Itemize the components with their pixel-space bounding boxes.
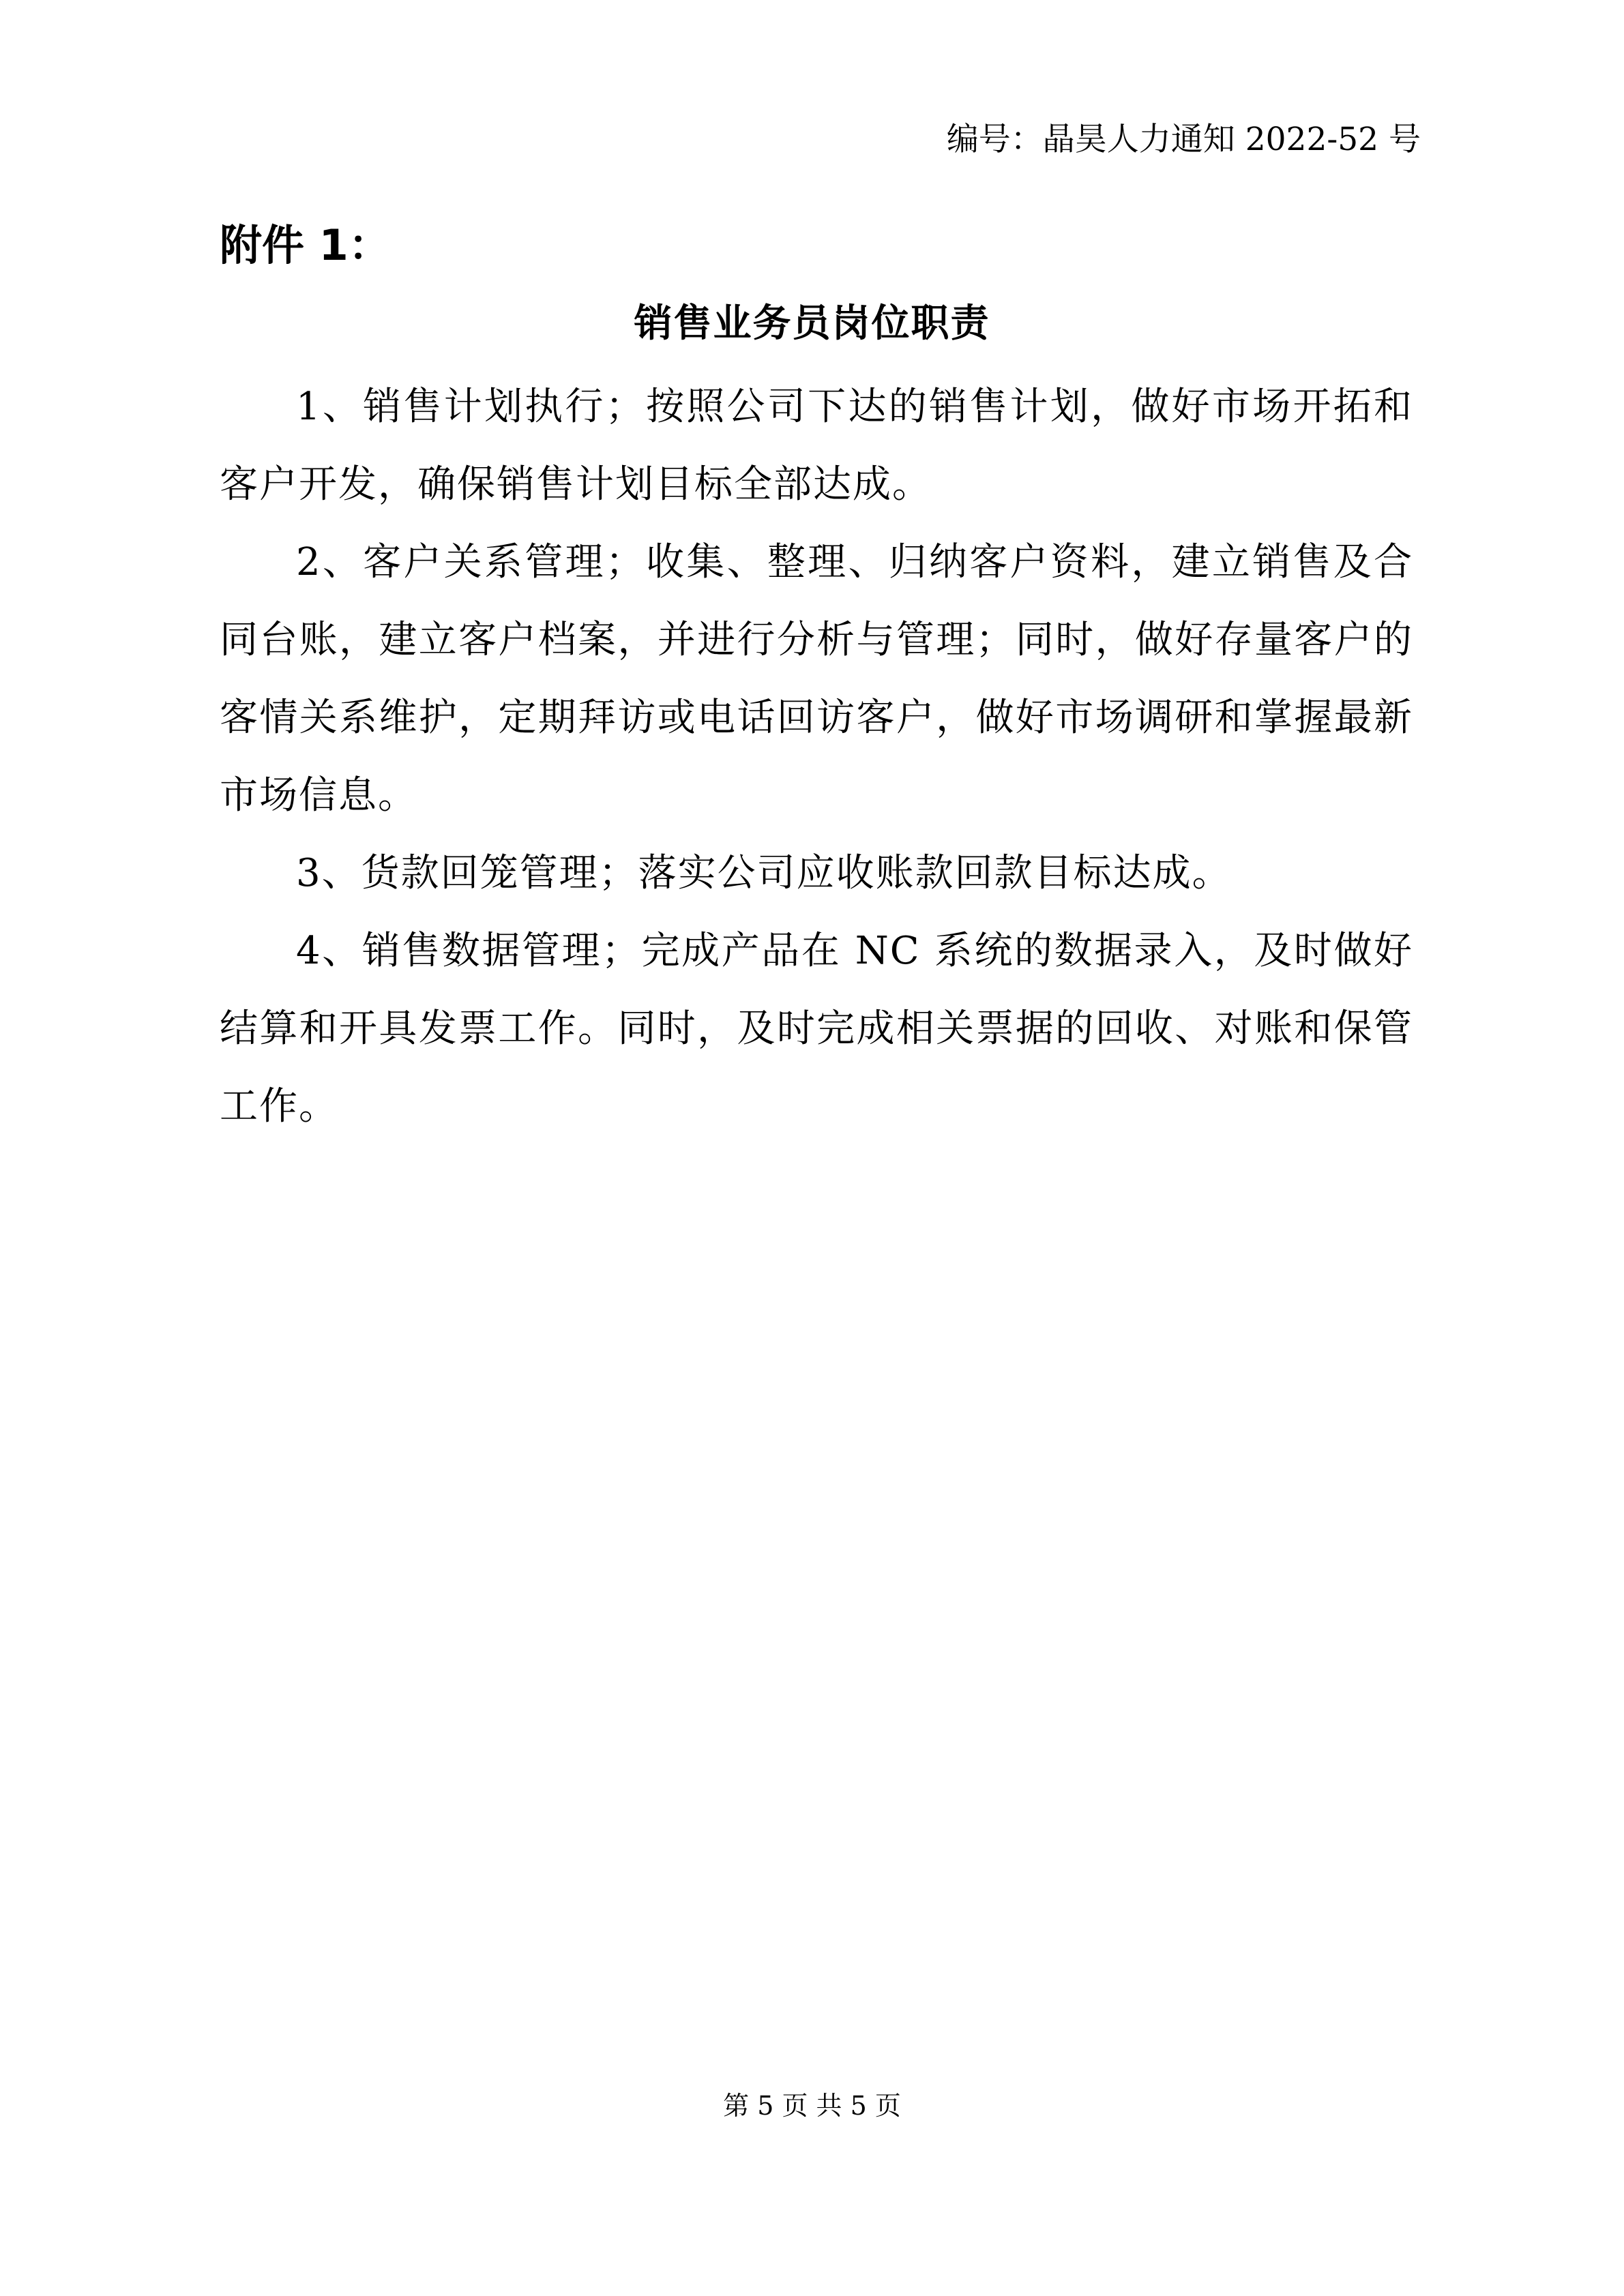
attachment-label: 附件 1： <box>220 220 391 270</box>
duty-paragraph-3: 3、货款回笼管理；落实公司应收账款回款目标达成。 <box>296 851 1232 895</box>
document-title: 销售业务员岗位职责 <box>634 301 990 346</box>
document-number: 编号：晶昊人力通知 2022-52 号 <box>946 121 1421 158</box>
document-body <box>220 368 1413 1146</box>
duty-paragraph-2: 2、客户关系管理；收集、整理、归纳客户资料，建立销售及合同台账，建立客户档案，并进行分析与管理；同时，做好存量客户的客情关系维护，定期拜访或电话回访客户，做好市场调研和掌握最新市场信息。 <box>220 540 1413 818</box>
duty-paragraph-4: 4、销售数据管理；完成产品在 NC 系统的数据录入，及时做好结算和开具发票工作。同时，及时完成相关票据的回收、对账和保管工作。 <box>220 929 1413 1129</box>
duty-paragraph-1: 1、销售计划执行；按照公司下达的销售计划，做好市场开拓和客户开发，确保销售计划目标全部达成。 <box>220 385 1413 507</box>
page-number-footer: 第 5 页 共 5 页 <box>723 2091 901 2121</box>
